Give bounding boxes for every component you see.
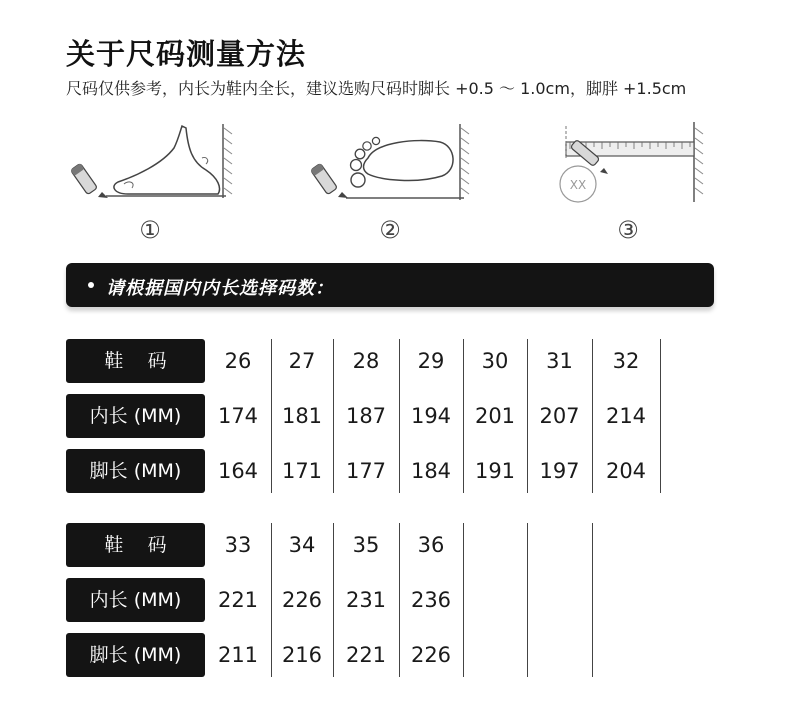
table-cell: 164 xyxy=(217,459,259,483)
banner-text: 请根据国内内长选择码数： xyxy=(106,278,334,299)
size-selection-banner xyxy=(66,263,714,307)
table-cell: 231 xyxy=(345,588,387,612)
row-header-foot-length: 脚长 (MM) xyxy=(66,633,205,677)
table-cell: 216 xyxy=(281,643,323,667)
table-cell: 26 xyxy=(224,349,252,373)
table-cell: 29 xyxy=(417,349,445,373)
row-header-inner-length: 内长 (MM) xyxy=(66,394,205,438)
table-cell: 181 xyxy=(281,404,323,428)
table-cell: 211 xyxy=(217,643,259,667)
row-header-shoe-size: 鞋 码 xyxy=(66,523,205,567)
step-1-label: ① xyxy=(139,216,161,244)
foot-top-view-illustration xyxy=(306,118,486,208)
row-header-inner-length: 内长 (MM) xyxy=(66,578,205,622)
table-cell: 221 xyxy=(345,643,387,667)
table-cell: 197 xyxy=(539,459,580,483)
row-header-foot-length: 脚长 (MM) xyxy=(66,449,205,493)
table-cell: 33 xyxy=(224,533,252,557)
table-cell: 191 xyxy=(474,459,516,483)
table-cell: 214 xyxy=(605,404,647,428)
pencil-icon xyxy=(70,163,108,198)
xx-label: XX xyxy=(569,178,587,192)
table-cell: 177 xyxy=(345,459,387,483)
page-subtitle: 尺码仅供参考，内长为鞋内全长，建议选购尺码时脚长 +0.5 ～ 1.0cm，脚胖 +1.5cm xyxy=(66,79,687,98)
step-2-label: ② xyxy=(379,216,401,244)
table-cell: 174 xyxy=(217,404,259,428)
table-cell: 30 xyxy=(481,349,509,373)
table-cell: 226 xyxy=(281,588,323,612)
table-cell: 187 xyxy=(345,404,387,428)
table-cell: 27 xyxy=(288,349,316,373)
row-header-shoe-size: 鞋 码 xyxy=(66,339,205,383)
table-cell: 34 xyxy=(288,533,316,557)
foot-side-view-illustration xyxy=(66,118,246,208)
table-cell: 31 xyxy=(546,349,573,373)
table-cell: 201 xyxy=(474,404,516,428)
table-cell: 28 xyxy=(352,349,380,373)
table-cell: 35 xyxy=(352,533,380,557)
page-title: 关于尺码测量方法 xyxy=(66,37,307,71)
table-cell: 207 xyxy=(539,404,580,428)
table-cell: 236 xyxy=(410,588,452,612)
table-cell: 226 xyxy=(410,643,452,667)
table-cell: 184 xyxy=(410,459,452,483)
table-cell: 32 xyxy=(612,349,640,373)
table-cell: 36 xyxy=(417,533,445,557)
table-cell: 204 xyxy=(605,459,647,483)
table-cell: 194 xyxy=(410,404,452,428)
step-3-label: ③ xyxy=(617,216,639,244)
bullet-icon xyxy=(88,282,94,288)
ruler-measure-illustration xyxy=(546,118,726,208)
table-cell: 171 xyxy=(281,459,323,483)
pencil-icon xyxy=(310,163,348,198)
table-cell: 221 xyxy=(217,588,259,612)
